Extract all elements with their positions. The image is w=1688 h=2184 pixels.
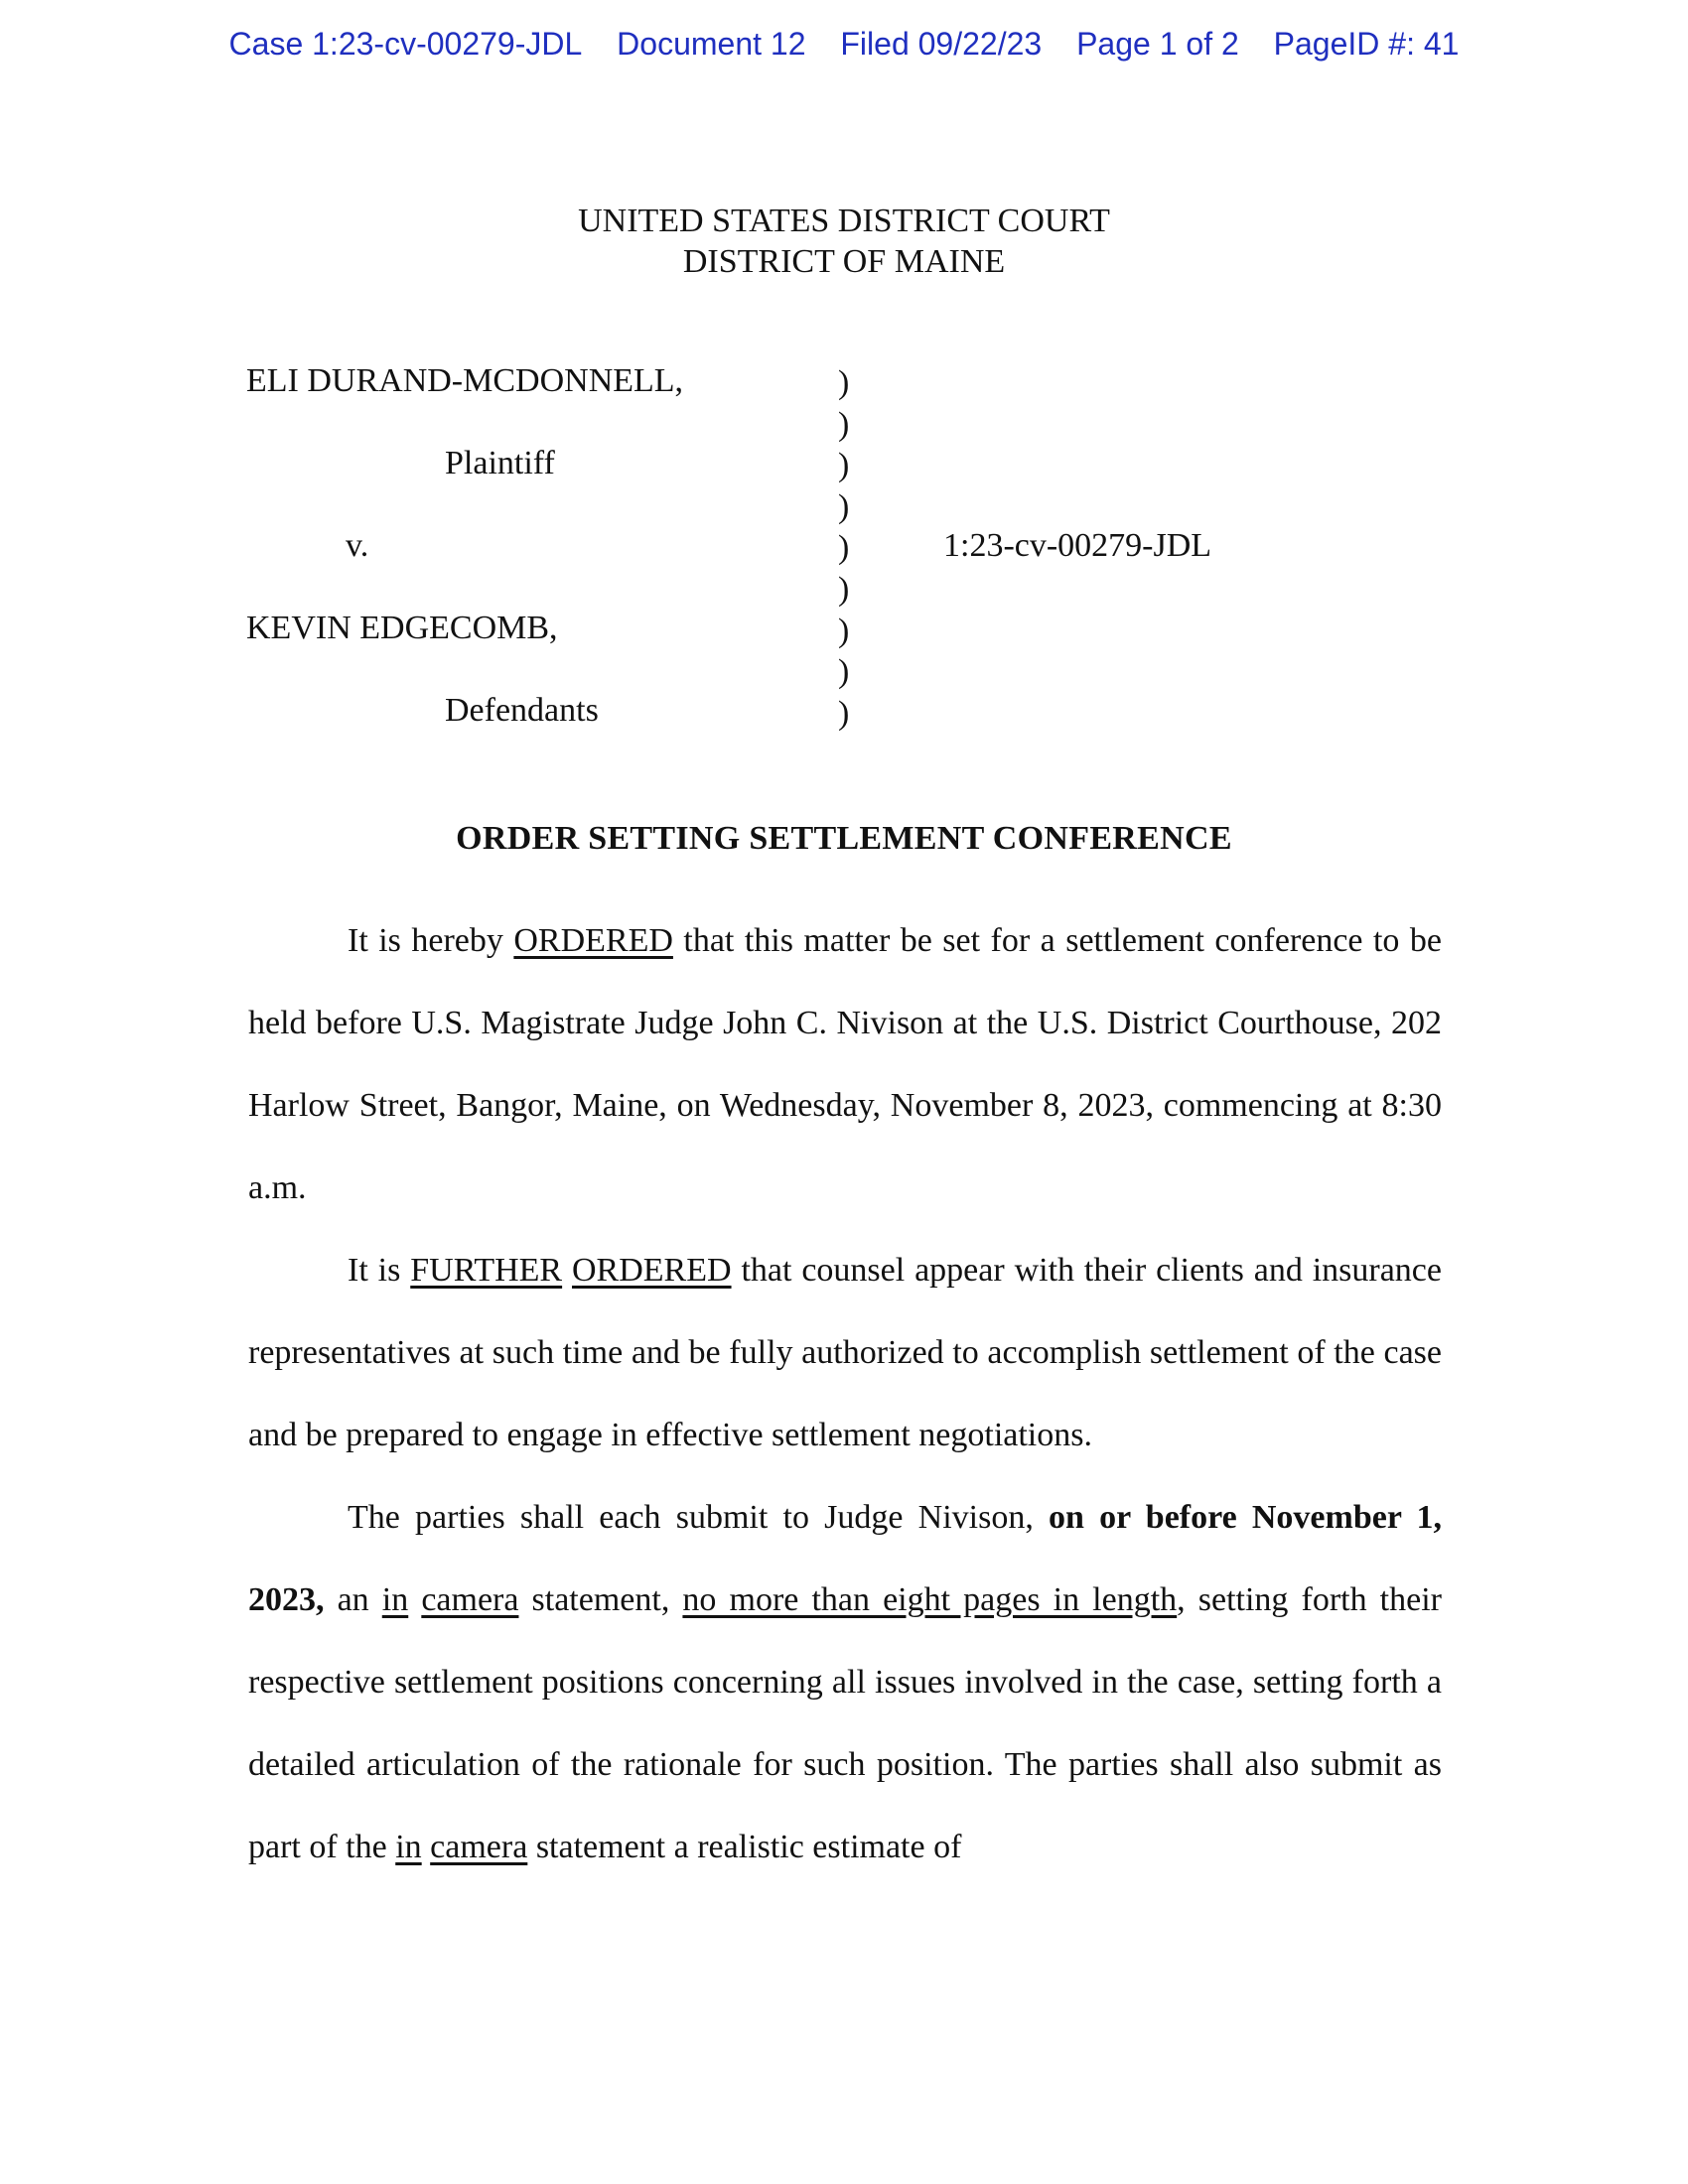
caption-paren: ) [838, 405, 850, 443]
p3-in: in [381, 1581, 409, 1618]
header-page-id: PageID #: 41 [1273, 26, 1460, 62]
case-number: 1:23-cv-00279-JDL [943, 527, 1212, 564]
caption-paren: ) [838, 653, 850, 691]
header-document-number: Document 12 [617, 26, 806, 62]
defendant-role: Defendants [445, 692, 599, 729]
court-heading [0, 201, 1688, 282]
p2-ordered: ORDERED [572, 1252, 732, 1289]
caption-paren: ) [838, 694, 850, 732]
p3-in-2: in [395, 1829, 422, 1865]
versus-label: v. [346, 527, 369, 564]
caption-paren: ) [838, 487, 850, 525]
caption-paren: ) [838, 612, 850, 649]
p3-camera-2: camera [430, 1829, 528, 1865]
p2-text: It is [348, 1252, 411, 1289]
defendant-name: KEVIN EDGECOMB, [246, 610, 558, 646]
p3-camera: camera [421, 1581, 519, 1618]
header-filed-date: Filed 09/22/23 [840, 26, 1043, 62]
paragraph-in-camera-statement [248, 1476, 1442, 1888]
case-caption [0, 362, 1688, 740]
order-title: ORDER SETTING SETTLEMENT CONFERENCE [456, 820, 1232, 857]
p2-further: FURTHER [410, 1252, 563, 1289]
p3-text-end: statement a realistic estimate of [527, 1829, 962, 1865]
paragraph-settlement-conference [248, 899, 1442, 1229]
ecf-header [0, 26, 1688, 63]
p1-text: It is hereby [348, 922, 514, 959]
header-page-count: Page 1 of 2 [1076, 26, 1239, 62]
p3-text-b: statement, [518, 1581, 683, 1618]
caption-paren: ) [838, 447, 850, 484]
p2-text-rest: that counsel appear with their clients and insurance representatives at such time and be fully authorized to accomplish settlement of the case and be prepared to engage in effective settlement negotiations. [248, 1252, 1442, 1453]
plaintiff-role: Plaintiff [445, 445, 555, 481]
p1-text-rest: that this matter be set for a settlement conference to be held before U.S. Magistrate Judge John C. Nivison at the U.S. District Courthouse, 202 Harlow Street, Bangor, Maine, on Wednesday, November 8, 2023, commencing at 8:30 a.m. [248, 922, 1442, 1206]
court-district: DISTRICT OF MAINE [682, 243, 1006, 280]
p3-text-c: , setting forth their respective settlement positions concerning all issues involved in the case, setting forth a detailed articulation of the rationale for such position. The parties shall also submit as part of the [248, 1581, 1442, 1865]
p3-text: The parties shall each submit to Judge Nivison, [348, 1499, 1050, 1536]
caption-parentheses [838, 362, 849, 734]
paragraph-counsel-appearance [248, 1229, 1442, 1476]
court-name: UNITED STATES DISTRICT COURT [578, 203, 1110, 239]
plaintiff-name: ELI DURAND-MCDONNELL, [246, 362, 684, 399]
p3-page-limit: no more than eight pages in length [682, 1581, 1178, 1618]
p3-deadline: on or before November 1, 2023, [248, 1499, 1442, 1618]
p3-text-a: an [324, 1581, 382, 1618]
caption-paren: ) [838, 570, 850, 608]
p1-ordered: ORDERED [513, 922, 673, 959]
caption-paren: ) [838, 529, 850, 567]
order-body [248, 899, 1442, 1888]
caption-paren: ) [838, 364, 850, 401]
header-case-number: Case 1:23-cv-00279-JDL [228, 26, 583, 62]
